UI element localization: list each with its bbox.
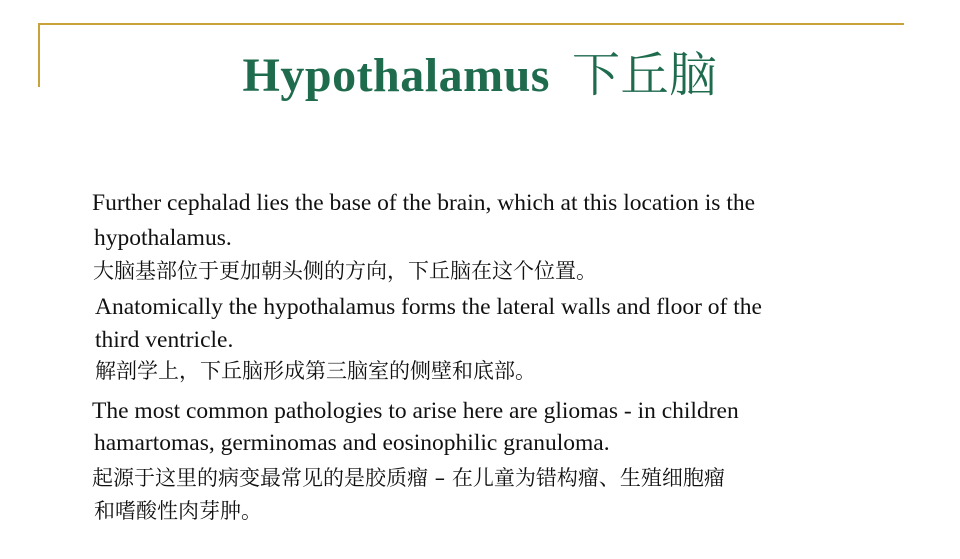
paragraph-2-english-line-1: Anatomically the hypothalamus forms the lateral walls and floor of the bbox=[95, 294, 762, 320]
slide-title bbox=[0, 36, 960, 105]
slide-title-chinese: 下丘脑 bbox=[571, 47, 718, 103]
paragraph-3-chinese-line-1: 起源于这里的病变最常见的是胶质瘤 – 在儿童为错构瘤、生殖细胞瘤 bbox=[92, 466, 725, 490]
paragraph-3-english-line-1: The most common pathologies to arise here are gliomas - in children bbox=[92, 398, 739, 424]
paragraph-3-chinese-line-2: 和嗜酸性肉芽肿。 bbox=[94, 499, 262, 523]
paragraph-1-english-line-2: hypothalamus. bbox=[94, 225, 232, 251]
slide-frame-top-border bbox=[38, 23, 904, 25]
paragraph-1-chinese-line-1: 大脑基部位于更加朝头侧的方向，下丘脑在这个位置。 bbox=[93, 259, 597, 283]
slide-title-english: Hypothalamus bbox=[242, 49, 550, 102]
paragraph-2-english-line-2: third ventricle. bbox=[95, 327, 234, 353]
paragraph-1-english-line-1: Further cephalad lies the base of the brain, which at this location is the bbox=[92, 190, 756, 216]
paragraph-3-english-line-2: hamartomas, germinomas and eosinophilic granuloma. bbox=[94, 430, 610, 456]
paragraph-2-chinese-line-1: 解剖学上，下丘脑形成第三脑室的侧壁和底部。 bbox=[95, 359, 536, 383]
